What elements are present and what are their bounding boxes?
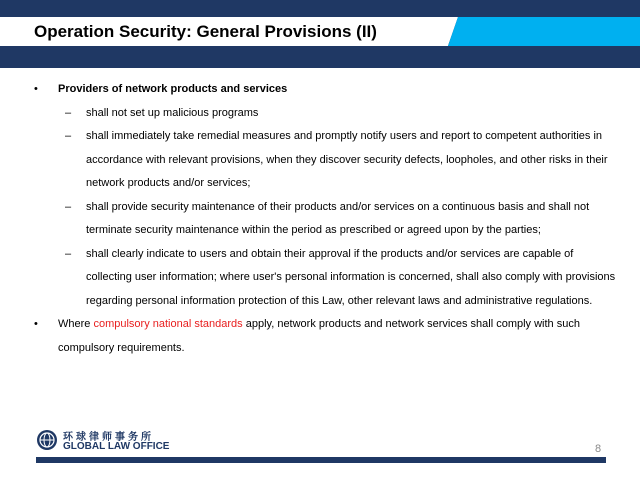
sub-bullet-text: shall not set up malicious programs <box>86 106 259 119</box>
slide-content <box>0 78 640 360</box>
page-number: 8 <box>595 443 602 455</box>
globe-icon <box>36 429 58 451</box>
bullet-item-standards <box>0 313 640 360</box>
dash-icon: – <box>65 106 72 119</box>
sub-bullet-item <box>0 243 640 314</box>
footer-bar <box>36 457 606 463</box>
bullet-icon: • <box>34 318 38 330</box>
highlighted-text: compulsory national standards <box>93 318 243 330</box>
page-title: Operation Security: General Provisions (II) <box>34 22 377 41</box>
bullet-icon: • <box>34 83 38 95</box>
sub-bullet-text: shall immediately take remedial measures and promptly notify users and report to competent authorities in accordance with relevant provisions, when they discover security defects, loopholes, and other risks in their network products and/or services; <box>86 130 608 189</box>
sub-bullet-text: shall provide security maintenance of their products and/or services on a continuous basis and shall not terminate security maintenance within the period as prescribed or agreed upon by the parties; <box>86 200 590 236</box>
header-sub-band <box>0 46 640 68</box>
sub-bullet-item <box>0 196 640 243</box>
company-logo <box>36 428 196 454</box>
logo-text-cn: 环球律师事务所 <box>63 432 154 443</box>
header-top-band <box>0 0 640 17</box>
bullet-item-providers <box>0 78 640 102</box>
logo-text-en: GLOBAL LAW OFFICE <box>63 441 170 452</box>
bullet-text-suffix: apply, network products and network services shall comply with such compulsory requirements. <box>58 318 580 354</box>
sub-bullet-item <box>0 102 640 126</box>
dash-icon: – <box>65 130 72 142</box>
dash-icon: – <box>65 247 72 260</box>
sub-bullet-item <box>0 125 640 196</box>
header-accent <box>448 17 640 46</box>
sub-bullet-text: shall clearly indicate to users and obtain their approval if the products and/or services are capable of collecting user information; where user's personal information is concerned, shall also comply with provisions regarding personal information protection of this Law, other relevant laws and administrative regulations. <box>86 247 616 307</box>
bullet-text-prefix: Where <box>58 318 94 330</box>
bullet-text: Providers of network products and services <box>58 83 288 95</box>
dash-icon: – <box>65 200 72 213</box>
